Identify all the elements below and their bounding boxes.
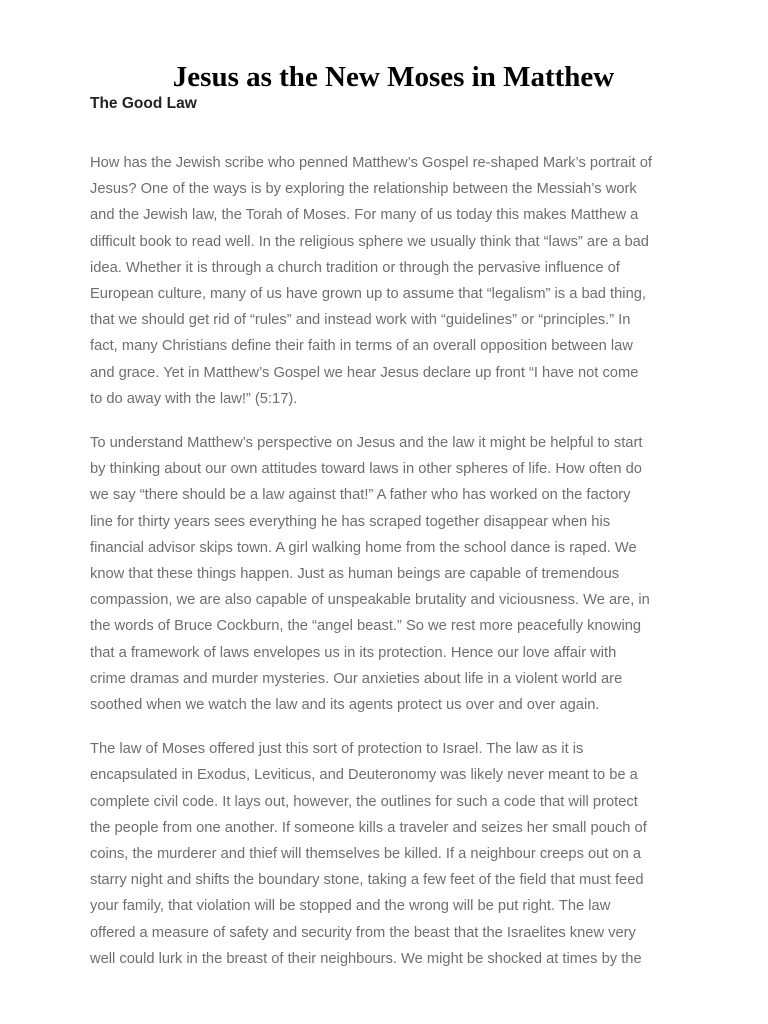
- text-line: difficult book to read well. In the religious sphere we usually think that “laws” are a bad: [90, 233, 649, 250]
- text-line: soothed when we watch the law and its agents protect us over and over again.: [90, 697, 600, 714]
- text-line: the people from one another. If someone kills a traveler and seizes her small pouch of: [90, 819, 647, 836]
- text-line: the words of Bruce Cockburn, the “angel beast.” So we rest more peacefully knowing: [90, 618, 642, 635]
- text-line: fact, many Christians define their faith in terms of an overall opposition between law: [90, 338, 633, 355]
- text-line: Jesus? One of the ways is by exploring the relationship between the Messiah’s work: [90, 181, 637, 198]
- text-line: that we should get rid of “rules” and instead work with “guidelines” or “principles.” In: [90, 312, 631, 329]
- document-body: [90, 150, 696, 990]
- body-paragraph: [90, 150, 696, 412]
- text-line: well could lurk in the breast of their neighbours. We might be shocked at times by the: [90, 950, 642, 967]
- text-line: complete civil code. It lays out, however, the outlines for such a code that will protect: [90, 793, 638, 810]
- text-line: crime dramas and murder mysteries. Our anxieties about life in a violent world are: [90, 670, 623, 687]
- text-line: European culture, many of us have grown up to assume that “legalism” is a bad thing,: [90, 286, 646, 303]
- text-line: and grace. Yet in Matthew’s Gospel we hear Jesus declare up front “I have not come: [90, 364, 639, 381]
- text-line: To understand Matthew’s perspective on Jesus and the law it might be helpful to start: [90, 435, 643, 452]
- text-line: idea. Whether it is through a church tradition or through the pervasive influence of: [90, 259, 620, 276]
- text-line: by thinking about our own attitudes toward laws in other spheres of life. How often do: [90, 461, 642, 478]
- text-line: know that these things happen. Just as human beings are capable of tremendous: [90, 566, 620, 583]
- text-line: your family, that violation will be stopped and the wrong will be put right. The law: [90, 898, 611, 915]
- text-line: offered a measure of safety and security from the beast that the Israelites knew very: [90, 924, 636, 941]
- text-line: we say “there should be a law against that!” A father who has worked on the factory: [90, 487, 631, 504]
- text-line: line for thirty years sees everything he has scraped together disappear when his: [90, 513, 611, 530]
- text-line: and the Jewish law, the Torah of Moses. For many of us today this makes Matthew a: [90, 207, 639, 224]
- text-line: encapsulated in Exodus, Leviticus, and Deuteronomy was likely never meant to be a: [90, 767, 638, 784]
- text-line: to do away with the law!” (5:17).: [90, 390, 298, 407]
- body-paragraph: [90, 430, 696, 718]
- text-line: financial advisor skips town. A girl walking home from the school dance is raped. We: [90, 539, 637, 556]
- text-line: The law of Moses offered just this sort of protection to Israel. The law as it is: [90, 741, 584, 758]
- text-line: that a framework of laws envelopes us in its protection. Hence our love affair with: [90, 644, 617, 661]
- document-title: Jesus as the New Moses in Matthew: [172, 61, 615, 93]
- text-line: starry night and shifts the boundary stone, taking a few feet of the field that must feed: [90, 872, 644, 889]
- text-line: coins, the murderer and thief will themselves be killed. If a neighbour creeps out on a: [90, 846, 642, 863]
- text-line: How has the Jewish scribe who penned Matthew’s Gospel re-shaped Mark’s portrait of: [90, 155, 652, 171]
- document-subtitle: The Good Law: [90, 95, 197, 112]
- body-paragraph: [90, 736, 696, 972]
- text-line: compassion, we are also capable of unspeakable brutality and viciousness. We are, in: [90, 592, 650, 609]
